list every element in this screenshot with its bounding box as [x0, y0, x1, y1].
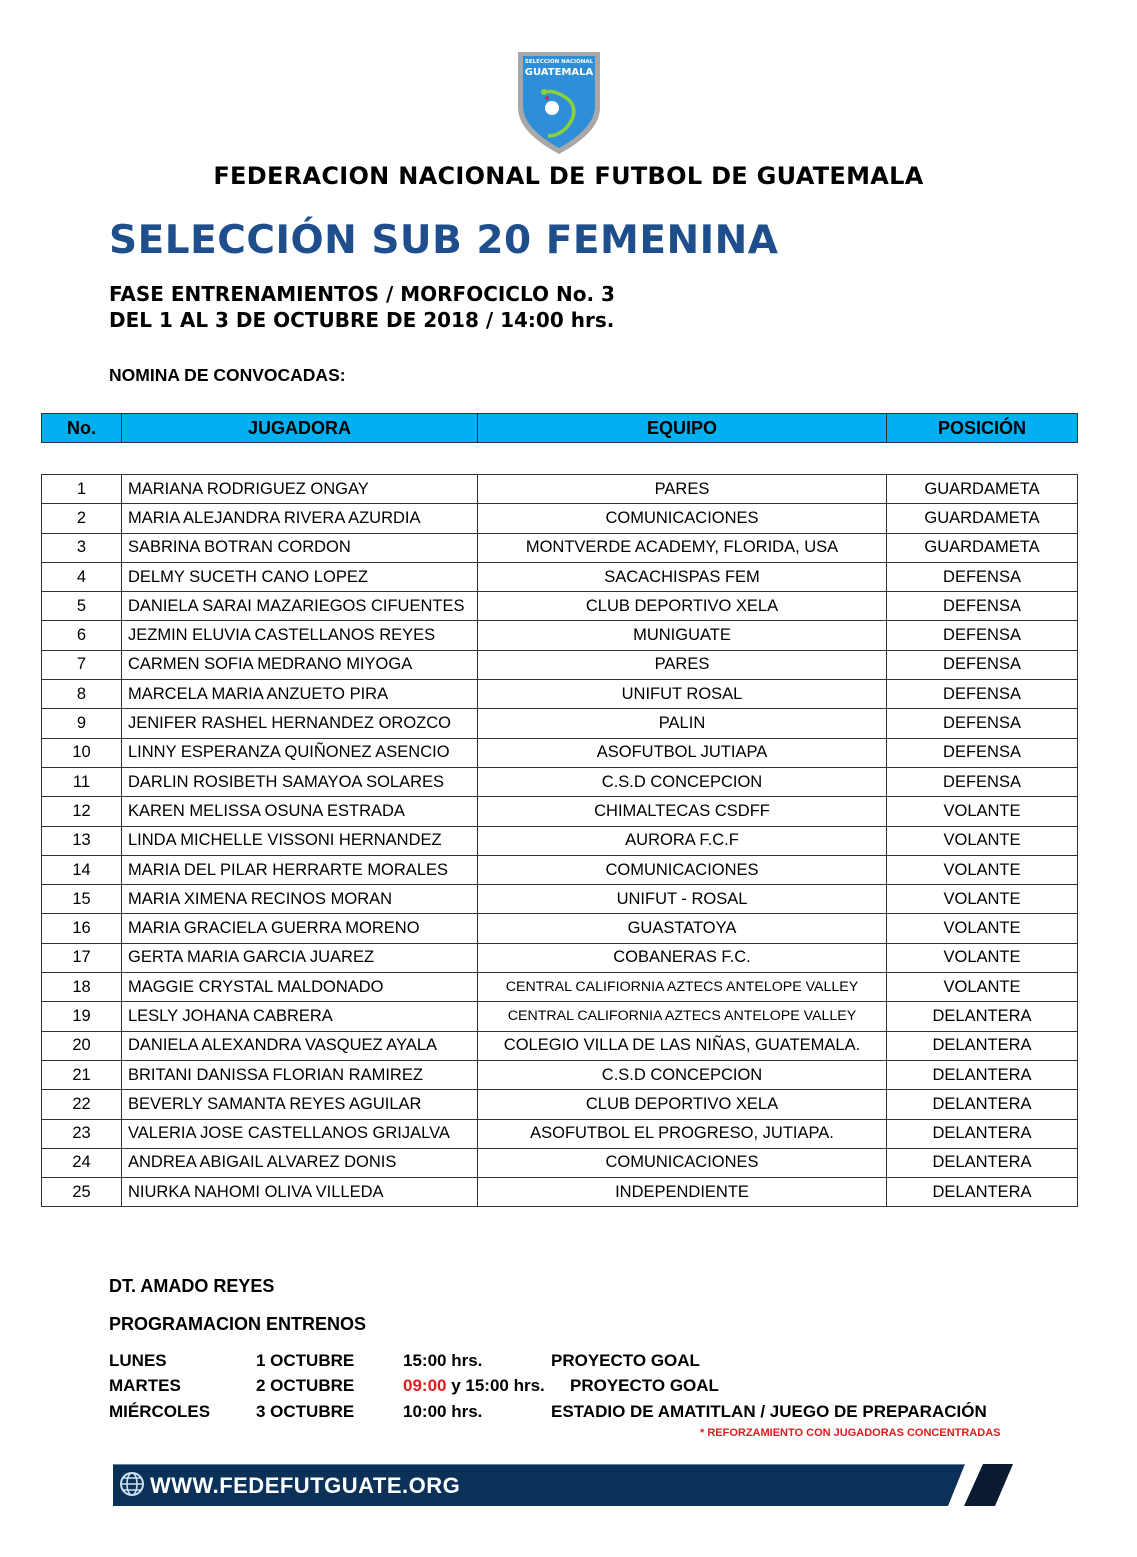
cell-team: PARES — [478, 475, 887, 504]
cell-number: 13 — [42, 826, 122, 855]
table-row — [42, 533, 1078, 562]
cell-position: DELANTERA — [887, 1178, 1078, 1207]
schedule-place: ESTADIO DE AMATITLAN / JUEGO DE PREPARACIÓN — [551, 1402, 987, 1421]
cell-number: 3 — [42, 533, 122, 562]
cell-position: VOLANTE — [887, 885, 1078, 914]
cell-number: 2 — [42, 504, 122, 533]
cell-player-name: VALERIA JOSE CASTELLANOS GRIJALVA — [122, 1119, 478, 1148]
cell-team: INDEPENDIENTE — [478, 1178, 887, 1207]
cell-position: GUARDAMETA — [887, 475, 1078, 504]
table-row — [42, 943, 1078, 972]
logo-main-text: GUATEMALA — [524, 67, 594, 78]
schedule-time: 15:00 hrs. — [403, 1351, 483, 1370]
cell-position: DEFENSA — [887, 738, 1078, 767]
page-title: SELECCIÓN SUB 20 FEMENINA — [109, 218, 779, 263]
table-row — [42, 621, 1078, 650]
cell-number: 22 — [42, 1090, 122, 1119]
table-row — [42, 592, 1078, 621]
date-subtitle: DEL 1 AL 3 DE OCTUBRE DE 2018 / 14:00 hrs. — [109, 308, 615, 332]
table-row — [42, 562, 1078, 591]
cell-player-name: DANIELA ALEXANDRA VASQUEZ AYALA — [122, 1031, 478, 1060]
schedule-day: MARTES — [109, 1376, 181, 1395]
table-row — [42, 1090, 1078, 1119]
table-row — [42, 1002, 1078, 1031]
cell-position: VOLANTE — [887, 855, 1078, 884]
cell-number: 10 — [42, 738, 122, 767]
cell-team: UNIFUT - ROSAL — [478, 885, 887, 914]
cell-position: VOLANTE — [887, 797, 1078, 826]
schedule-day: MIÉRCOLES — [109, 1402, 211, 1421]
cell-team: PALIN — [478, 709, 887, 738]
cell-position: DEFENSA — [887, 767, 1078, 796]
column-header-posicion: POSICIÓN — [887, 414, 1078, 443]
schedule-day: LUNES — [109, 1351, 167, 1370]
cell-player-name: LINDA MICHELLE VISSONI HERNANDEZ — [122, 826, 478, 855]
schedule-place: PROYECTO GOAL — [551, 1351, 700, 1370]
cell-player-name: MARIA GRACIELA GUERRA MORENO — [122, 914, 478, 943]
cell-position: VOLANTE — [887, 973, 1078, 1002]
cell-number: 7 — [42, 650, 122, 679]
roster-heading: NOMINA DE CONVOCADAS: — [109, 365, 346, 385]
column-header-no: No. — [42, 414, 122, 443]
table-row — [42, 475, 1078, 504]
cell-number: 14 — [42, 855, 122, 884]
cell-position: DELANTERA — [887, 1031, 1078, 1060]
cell-team: UNIFUT ROSAL — [478, 680, 887, 709]
cell-position: VOLANTE — [887, 826, 1078, 855]
cell-position: DELANTERA — [887, 1090, 1078, 1119]
cell-team: CHIMALTECAS CSDFF — [478, 797, 887, 826]
cell-position: DELANTERA — [887, 1002, 1078, 1031]
cell-player-name: BRITANI DANISSA FLORIAN RAMIREZ — [122, 1060, 478, 1089]
cell-team: COMUNICACIONES — [478, 504, 887, 533]
cell-player-name: CARMEN SOFIA MEDRANO MIYOGA — [122, 650, 478, 679]
cell-position: DELANTERA — [887, 1119, 1078, 1148]
roster-header-table — [41, 413, 1078, 443]
schedule-time — [403, 1376, 545, 1396]
cell-team: CENTRAL CALIFORNIA AZTECS ANTELOPE VALLEY — [478, 1002, 887, 1031]
cell-number: 8 — [42, 680, 122, 709]
cell-team: AURORA F.C.F — [478, 826, 887, 855]
cell-player-name: MARIA XIMENA RECINOS MORAN — [122, 885, 478, 914]
schedule-note: * REFORZAMIENTO CON JUGADORAS CONCENTRADAS — [700, 1427, 1001, 1439]
cell-player-name: DARLIN ROSIBETH SAMAYOA SOLARES — [122, 767, 478, 796]
cell-position: GUARDAMETA — [887, 533, 1078, 562]
cell-number: 6 — [42, 621, 122, 650]
table-row — [42, 650, 1078, 679]
cell-player-name: MAGGIE CRYSTAL MALDONADO — [122, 973, 478, 1002]
cell-player-name: JENIFER RASHEL HERNANDEZ OROZCO — [122, 709, 478, 738]
cell-player-name: GERTA MARIA GARCIA JUAREZ — [122, 943, 478, 972]
cell-team: CLUB DEPORTIVO XELA — [478, 1090, 887, 1119]
cell-team: COMUNICACIONES — [478, 855, 887, 884]
cell-position: DEFENSA — [887, 621, 1078, 650]
cell-team: COBANERAS F.C. — [478, 943, 887, 972]
roster-table — [41, 474, 1078, 1207]
cell-player-name: ANDREA ABIGAIL ALVAREZ DONIS — [122, 1148, 478, 1177]
cell-position: DELANTERA — [887, 1060, 1078, 1089]
cell-number: 18 — [42, 973, 122, 1002]
cell-number: 11 — [42, 767, 122, 796]
globe-icon — [119, 1471, 145, 1497]
cell-number: 19 — [42, 1002, 122, 1031]
cell-team: CENTRAL CALIFIORNIA AZTECS ANTELOPE VALLEY — [478, 973, 887, 1002]
table-row — [42, 680, 1078, 709]
schedule-time-rest: y 15:00 hrs. — [446, 1376, 545, 1395]
phase-subtitle: FASE ENTRENAMIENTOS / MORFOCICLO No. 3 — [109, 282, 615, 306]
cell-player-name: JEZMIN ELUVIA CASTELLANOS REYES — [122, 621, 478, 650]
table-row — [42, 1148, 1078, 1177]
cell-number: 16 — [42, 914, 122, 943]
cell-position: DEFENSA — [887, 680, 1078, 709]
cell-position: DEFENSA — [887, 592, 1078, 621]
schedule-place: PROYECTO GOAL — [570, 1376, 719, 1395]
cell-player-name: MARIA DEL PILAR HERRARTE MORALES — [122, 855, 478, 884]
cell-position: VOLANTE — [887, 943, 1078, 972]
cell-player-name: MARIA ALEJANDRA RIVERA AZURDIA — [122, 504, 478, 533]
cell-team: C.S.D CONCEPCION — [478, 1060, 887, 1089]
cell-team: ASOFUTBOL JUTIAPA — [478, 738, 887, 767]
schedule-time-highlight: 09:00 — [403, 1376, 447, 1395]
cell-number: 20 — [42, 1031, 122, 1060]
table-row — [42, 709, 1078, 738]
cell-player-name: LINNY ESPERANZA QUIÑONEZ ASENCIO — [122, 738, 478, 767]
schedule-date: 3 OCTUBRE — [256, 1402, 355, 1421]
cell-team: GUASTATOYA — [478, 914, 887, 943]
cell-position: DEFENSA — [887, 709, 1078, 738]
table-row — [42, 826, 1078, 855]
schedule-title: PROGRAMACION ENTRENOS — [109, 1314, 367, 1334]
cell-player-name: DELMY SUCETH CANO LOPEZ — [122, 562, 478, 591]
cell-player-name: KAREN MELISSA OSUNA ESTRADA — [122, 797, 478, 826]
table-row — [42, 1178, 1078, 1207]
cell-team: MUNIGUATE — [478, 621, 887, 650]
cell-number: 25 — [42, 1178, 122, 1207]
cell-number: 24 — [42, 1148, 122, 1177]
coach-name: DT. AMADO REYES — [109, 1276, 275, 1296]
table-row — [42, 504, 1078, 533]
table-row — [42, 973, 1078, 1002]
cell-number: 1 — [42, 475, 122, 504]
cell-player-name: NIURKA NAHOMI OLIVA VILLEDA — [122, 1178, 478, 1207]
cell-position: VOLANTE — [887, 914, 1078, 943]
cell-team: MONTVERDE ACADEMY, FLORIDA, USA — [478, 533, 887, 562]
cell-number: 5 — [42, 592, 122, 621]
schedule-time: 10:00 hrs. — [403, 1402, 483, 1421]
cell-position: DELANTERA — [887, 1148, 1078, 1177]
cell-team: COMUNICACIONES — [478, 1148, 887, 1177]
cell-player-name: SABRINA BOTRAN CORDON — [122, 533, 478, 562]
cell-team: ASOFUTBOL EL PROGRESO, JUTIAPA. — [478, 1119, 887, 1148]
cell-team: CLUB DEPORTIVO XELA — [478, 592, 887, 621]
table-row — [42, 1060, 1078, 1089]
cell-position: DEFENSA — [887, 562, 1078, 591]
table-row — [42, 767, 1078, 796]
cell-team: COLEGIO VILLA DE LAS NIÑAS, GUATEMALA. — [478, 1031, 887, 1060]
cell-player-name: DANIELA SARAI MAZARIEGOS CIFUENTES — [122, 592, 478, 621]
cell-number: 15 — [42, 885, 122, 914]
table-row — [42, 1031, 1078, 1060]
cell-position: DEFENSA — [887, 650, 1078, 679]
schedule-date: 1 OCTUBRE — [256, 1351, 355, 1370]
cell-team: PARES — [478, 650, 887, 679]
table-row — [42, 914, 1078, 943]
logo-top-text: SELECCION NACIONAL — [524, 59, 594, 65]
cell-number: 21 — [42, 1060, 122, 1089]
cell-number: 17 — [42, 943, 122, 972]
table-row — [42, 797, 1078, 826]
column-header-jugadora: JUGADORA — [122, 414, 478, 443]
column-header-equipo: EQUIPO — [478, 414, 887, 443]
cell-player-name: MARIANA RODRIGUEZ ONGAY — [122, 475, 478, 504]
cell-player-name: MARCELA MARIA ANZUETO PIRA — [122, 680, 478, 709]
cell-team: SACACHISPAS FEM — [478, 562, 887, 591]
table-row — [42, 855, 1078, 884]
cell-player-name: BEVERLY SAMANTA REYES AGUILAR — [122, 1090, 478, 1119]
cell-number: 23 — [42, 1119, 122, 1148]
table-row — [42, 885, 1078, 914]
guatemala-crest-logo — [514, 48, 604, 156]
table-row — [42, 738, 1078, 767]
cell-number: 4 — [42, 562, 122, 591]
schedule-date: 2 OCTUBRE — [256, 1376, 355, 1395]
federation-name: FEDERACION NACIONAL DE FUTBOL DE GUATEMALA — [213, 162, 924, 190]
cell-number: 9 — [42, 709, 122, 738]
cell-number: 12 — [42, 797, 122, 826]
website-link[interactable]: WWW.FEDEFUTGUATE.ORG — [150, 1473, 461, 1498]
table-row — [42, 1119, 1078, 1148]
cell-player-name: LESLY JOHANA CABRERA — [122, 1002, 478, 1031]
cell-team: C.S.D CONCEPCION — [478, 767, 887, 796]
cell-position: GUARDAMETA — [887, 504, 1078, 533]
